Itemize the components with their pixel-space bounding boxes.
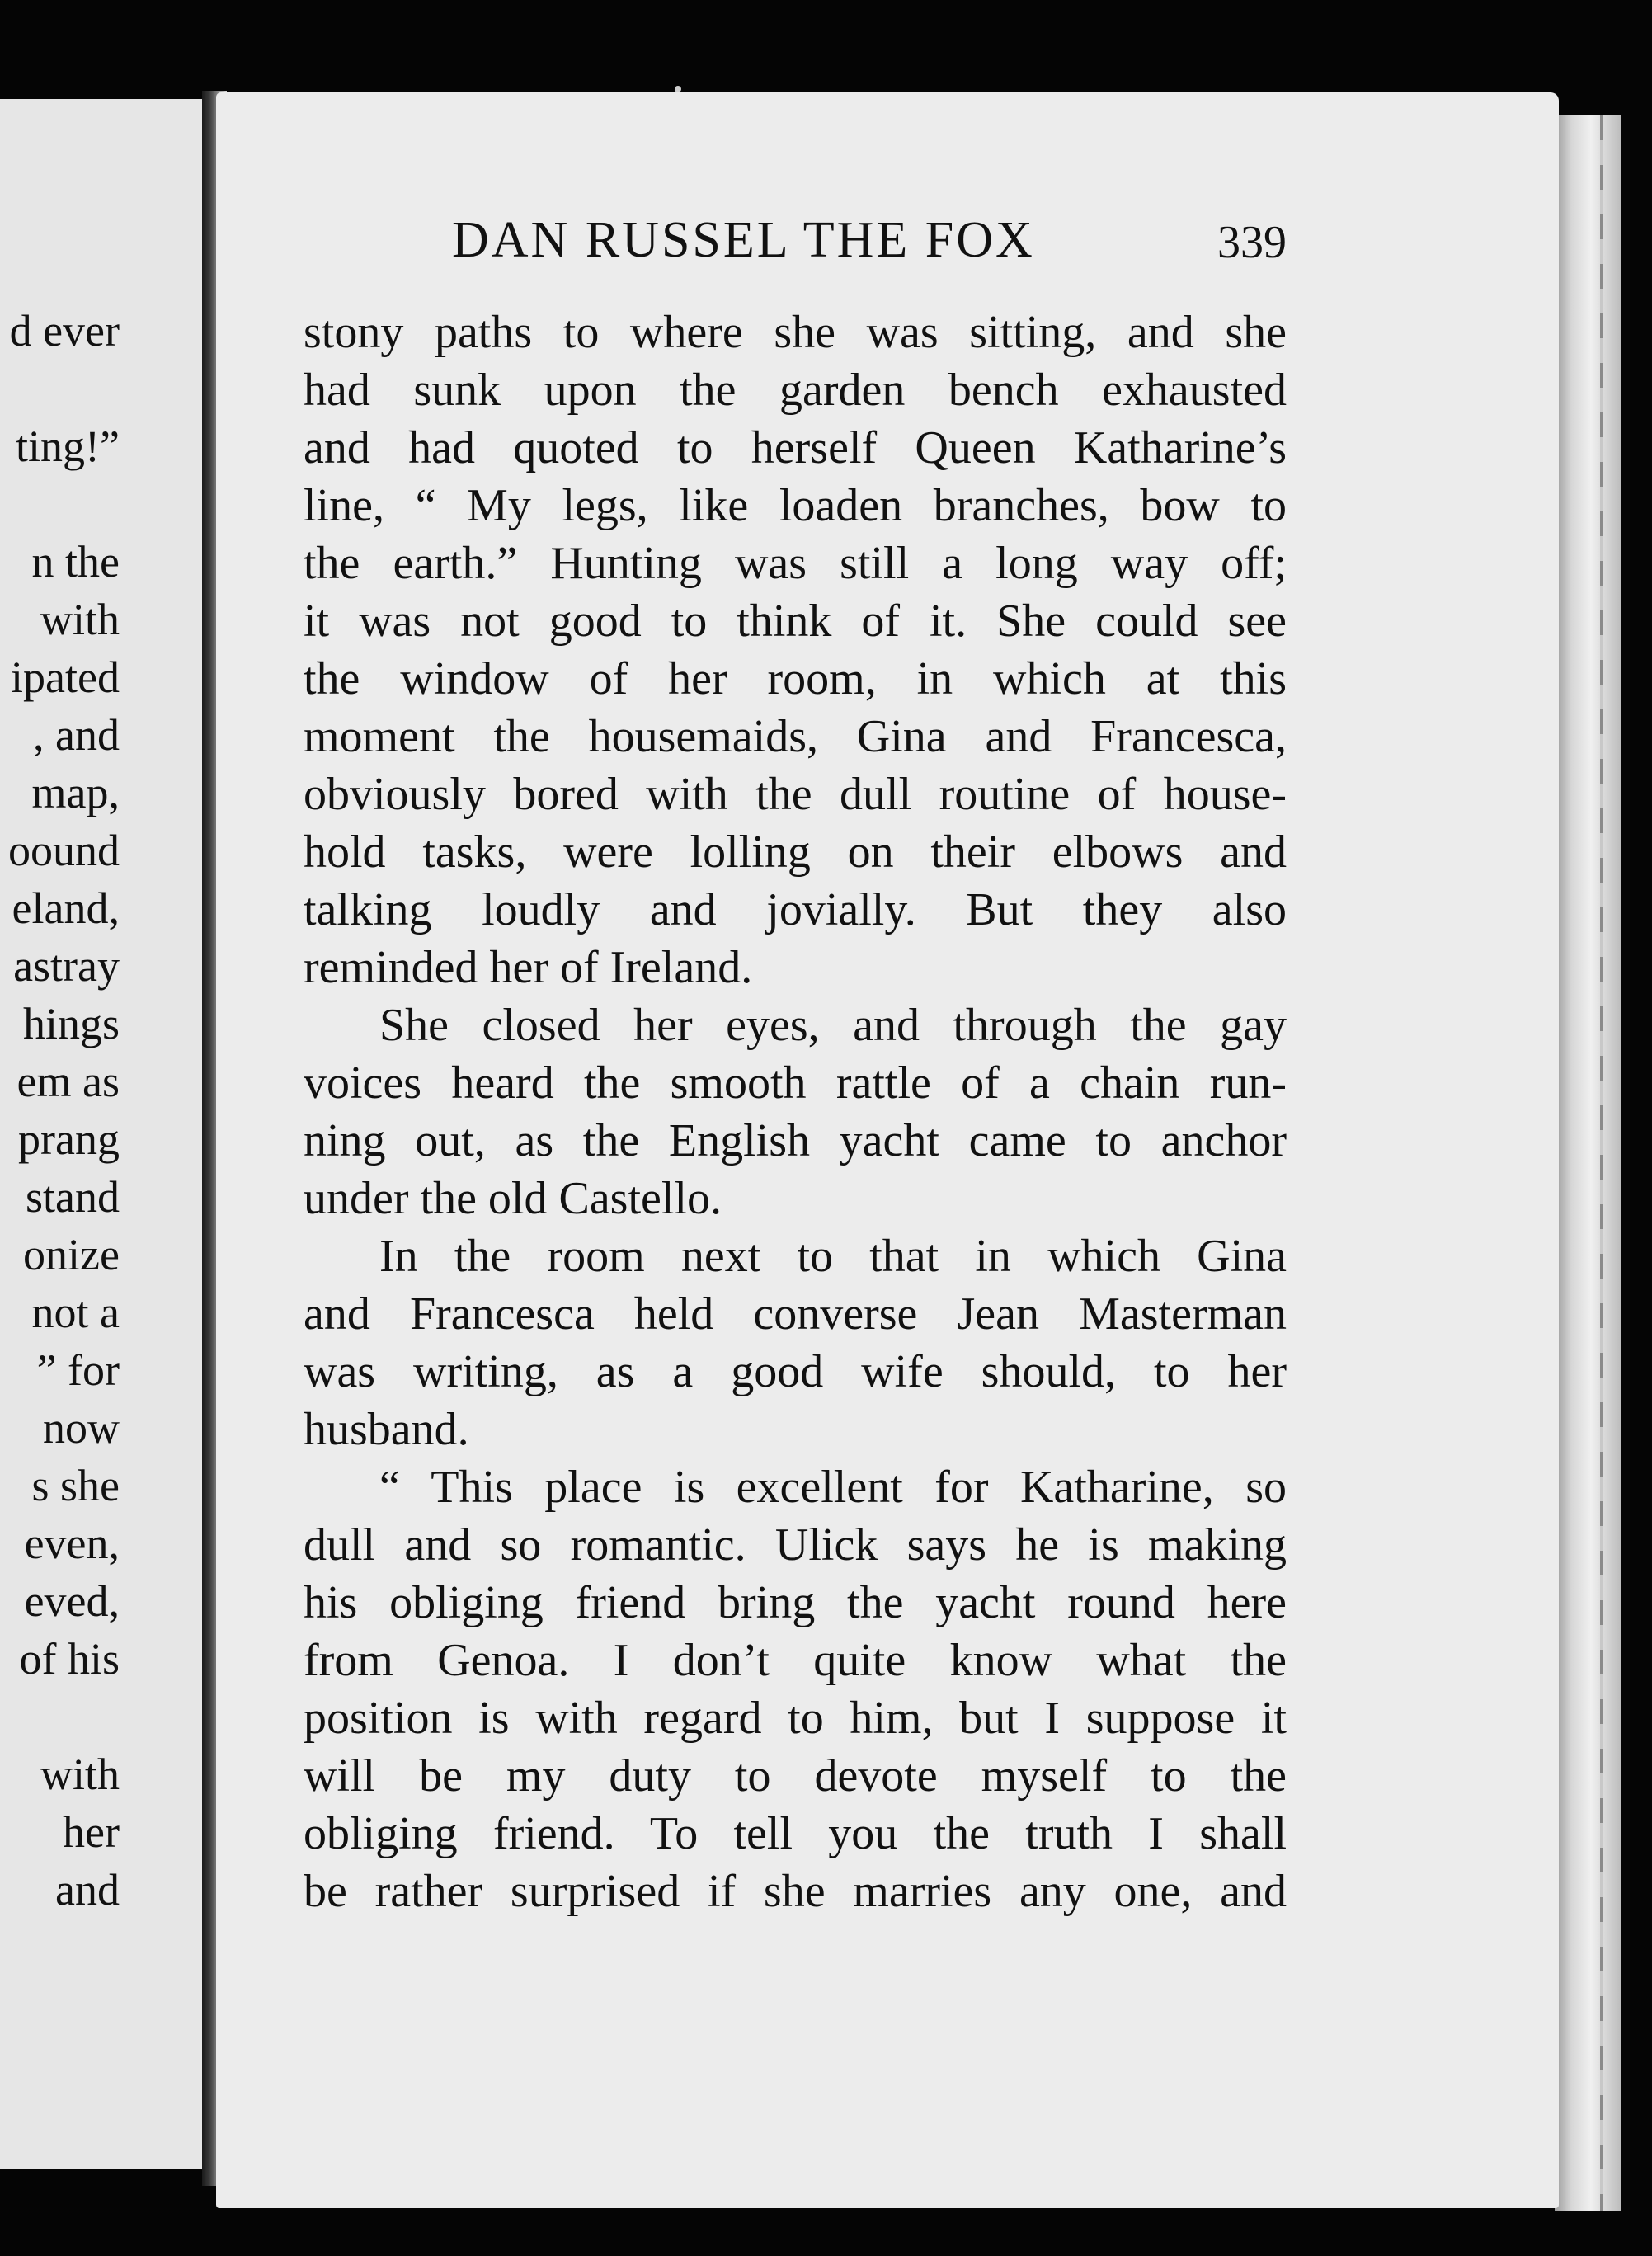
text-line: under the old Castello. xyxy=(304,1173,722,1224)
text-line: and Francesca held converse Jean Masterman xyxy=(304,1288,1287,1340)
page-edges xyxy=(1555,115,1621,2211)
left-page-fragment xyxy=(0,99,205,2169)
text-line: stony paths to where she was sitting, and she xyxy=(304,307,1287,358)
left-line: astray xyxy=(13,941,120,991)
running-title: DAN RUSSEL THE FOX xyxy=(452,212,1035,268)
text-line: In the room next to that in which Gina xyxy=(379,1231,1287,1282)
left-line: even, xyxy=(24,1519,120,1568)
text-line: talking loudly and jovially. But they also xyxy=(304,884,1287,935)
text-line: was writing, as a good wife should, to her xyxy=(304,1346,1287,1397)
text-line: reminded her of Ireland. xyxy=(304,942,753,993)
left-line: of his xyxy=(19,1634,120,1684)
text-line: his obliging friend bring the yacht round here xyxy=(304,1577,1287,1628)
left-line: and xyxy=(55,1865,120,1915)
left-line: prang xyxy=(18,1114,120,1164)
text-line: She closed her eyes, and through the gay xyxy=(379,1000,1287,1051)
left-line: eved, xyxy=(24,1576,120,1626)
left-line: ” for xyxy=(36,1345,120,1395)
left-line: , and xyxy=(33,710,120,760)
left-line: onize xyxy=(23,1230,120,1279)
left-line: hings xyxy=(22,999,120,1048)
left-line: ipated xyxy=(11,652,120,702)
left-line: eland, xyxy=(12,883,120,933)
left-line: map, xyxy=(31,768,120,817)
left-line: oound xyxy=(8,826,120,875)
left-line: with xyxy=(40,595,120,644)
text-line: the window of her room, in which at this xyxy=(304,653,1287,704)
text-line: and had quoted to herself Queen Katharine’s xyxy=(304,422,1287,473)
text-line: dull and so romantic. Ulick says he is making xyxy=(304,1519,1287,1571)
text-line: had sunk upon the garden bench exhausted xyxy=(304,365,1287,416)
running-header xyxy=(452,211,1287,277)
text-line: voices heard the smooth rattle of a chain run- xyxy=(304,1057,1287,1109)
left-line: not a xyxy=(31,1288,120,1337)
left-line: n the xyxy=(31,537,120,586)
page-number: 339 xyxy=(1217,217,1287,268)
text-line: be rather surprised if she marries any one, and xyxy=(304,1866,1287,1917)
left-line: em as xyxy=(16,1057,120,1106)
text-line: from Genoa. I don’t quite know what the xyxy=(304,1635,1287,1686)
text-line: obliging friend. To tell you the truth I shall xyxy=(304,1808,1287,1859)
left-line: s she xyxy=(31,1461,120,1510)
left-line: ting!” xyxy=(16,422,120,471)
text-line: line, “ My legs, like loaden branches, bow to xyxy=(304,480,1287,531)
left-line: her xyxy=(63,1807,120,1857)
text-line: husband. xyxy=(304,1404,469,1455)
text-line: moment the housemaids, Gina and Francesca, xyxy=(304,711,1287,762)
text-line: will be my duty to devote myself to the xyxy=(304,1750,1287,1802)
text-line: obviously bored with the dull routine of house- xyxy=(304,769,1287,820)
left-line: now xyxy=(43,1403,120,1453)
left-line: with xyxy=(40,1750,120,1799)
text-line: the earth.” Hunting was still a long way off; xyxy=(304,538,1287,589)
left-line: stand xyxy=(26,1172,120,1222)
left-line: d ever xyxy=(9,306,120,356)
text-line: ning out, as the English yacht came to anchor xyxy=(304,1115,1287,1166)
text-line: “ This place is excellent for Katharine, so xyxy=(379,1462,1287,1513)
text-line: it was not good to think of it. She could see xyxy=(304,596,1287,647)
text-line: position is with regard to him, but I suppose it xyxy=(304,1693,1287,1744)
text-line: hold tasks, were lolling on their elbows and xyxy=(304,827,1287,878)
dust-speck xyxy=(675,86,681,92)
